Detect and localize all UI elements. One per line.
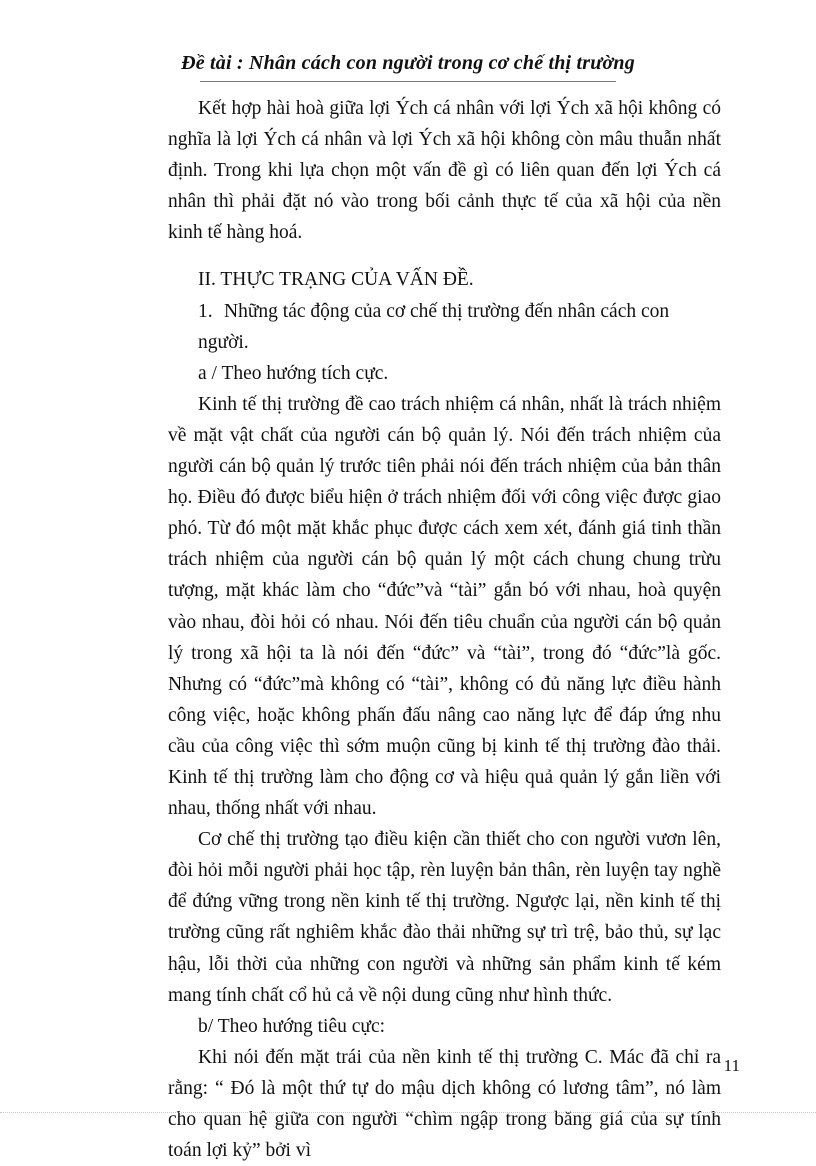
document-body	[168, 93, 721, 1166]
page-header-title: Đề tài : Nhân cách con người trong cơ chế thị trường	[181, 52, 635, 74]
paragraph-2: Kinh tế thị trường đề cao trách nhiệm cá nhân, nhất là trách nhiệm về mặt vật chất của người cán bộ quản lý. Nói đến trách nhiệm của người cán bộ quản lý trước tiên phải nói đến trách nhiệm của bản thân họ. Điều đó được biểu hiện ở trách nhiệm đối với công việc được giao phó. Từ đó một mặt khắc phục được cách xem xét, đánh giá tinh thần trách nhiệm của người cán bộ quản lý một cách chung chung trừu tượng, mặt khác làm cho “đức”và “tài” gắn bó với nhau, hoà quyện vào nhau, đòi hỏi có nhau. Nói đến tiêu chuẩn của người cán bộ quản lý trong xã hội ta là nói đến “đức” và “tài”, trong đó “đức”là gốc. Nhưng có “đức”mà không có “tài”, không có đủ năng lực điều hành công việc, hoặc không phấn đấu nâng cao năng lực để đáp ứng nhu cầu của công việc thì sớm muộn cũng bị kinh tế thị trường đào thải. Kinh tế thị trường làm cho động cơ và hiệu quả quản lý gắn liền với nhau, thống nhất với nhau.	[168, 393, 721, 820]
paragraph-1: Kết hợp hài hoà giữa lợi Ých cá nhân với lợi Ých xã hội không có nghĩa là lợi Ých cá nhân và lợi Ých xã hội không còn mâu thuẫn nhất định. Trong khi lựa chọn một vấn đề gì có liên quan đến lợi Ých cá nhân thì phải đặt nó vào trong bối cảnh thực tế của xã hội của nền kinh tế hàng hoá.	[168, 98, 721, 244]
section-heading: II. THỰC TRẠNG CỦA VẤN ĐỀ.	[198, 269, 474, 291]
paragraph-3: Cơ chế thị trường tạo điều kiện cần thiết cho con người vươn lên, đòi hỏi mỗi người phải học tập, rèn luyện bản thân, rèn luyện tay nghề để đứng vững trong nền kinh tế thị trường. Ngược lại, nền kinh tế thị trường cũng rất nghiêm khắc đào thải những sự trì trệ, bảo thủ, sự lạc hậu, lỗi thời của những con người và những sản phẩm kinh tế kém mang tính chất cổ hủ cả về nội dung cũng như hình thức.	[168, 829, 721, 1006]
subheading-a: a / Theo hướng tích cực.	[198, 362, 389, 384]
subheading-b: b/ Theo hướng tiêu cực:	[198, 1015, 386, 1037]
item-number: 1.	[198, 300, 213, 322]
page-number: 11	[723, 1056, 740, 1075]
header-divider	[200, 81, 616, 82]
footer-divider	[0, 1112, 816, 1113]
spacer	[168, 248, 721, 264]
item-text: Những tác động của cơ chế thị trường đến nhân cách con người.	[198, 300, 670, 353]
paragraph-4: Khi nói đến mặt trái của nền kinh tế thị trường C. Mác đã chỉ ra rằng: “ Đó là một thứ tự do mậu dịch không có lương tâm”, nó làm cho quan hệ giữa con người “chìm ngập trong băng giá của sự tính toán lợi kỷ” bởi vì	[168, 1046, 721, 1162]
numbered-item	[168, 296, 721, 358]
